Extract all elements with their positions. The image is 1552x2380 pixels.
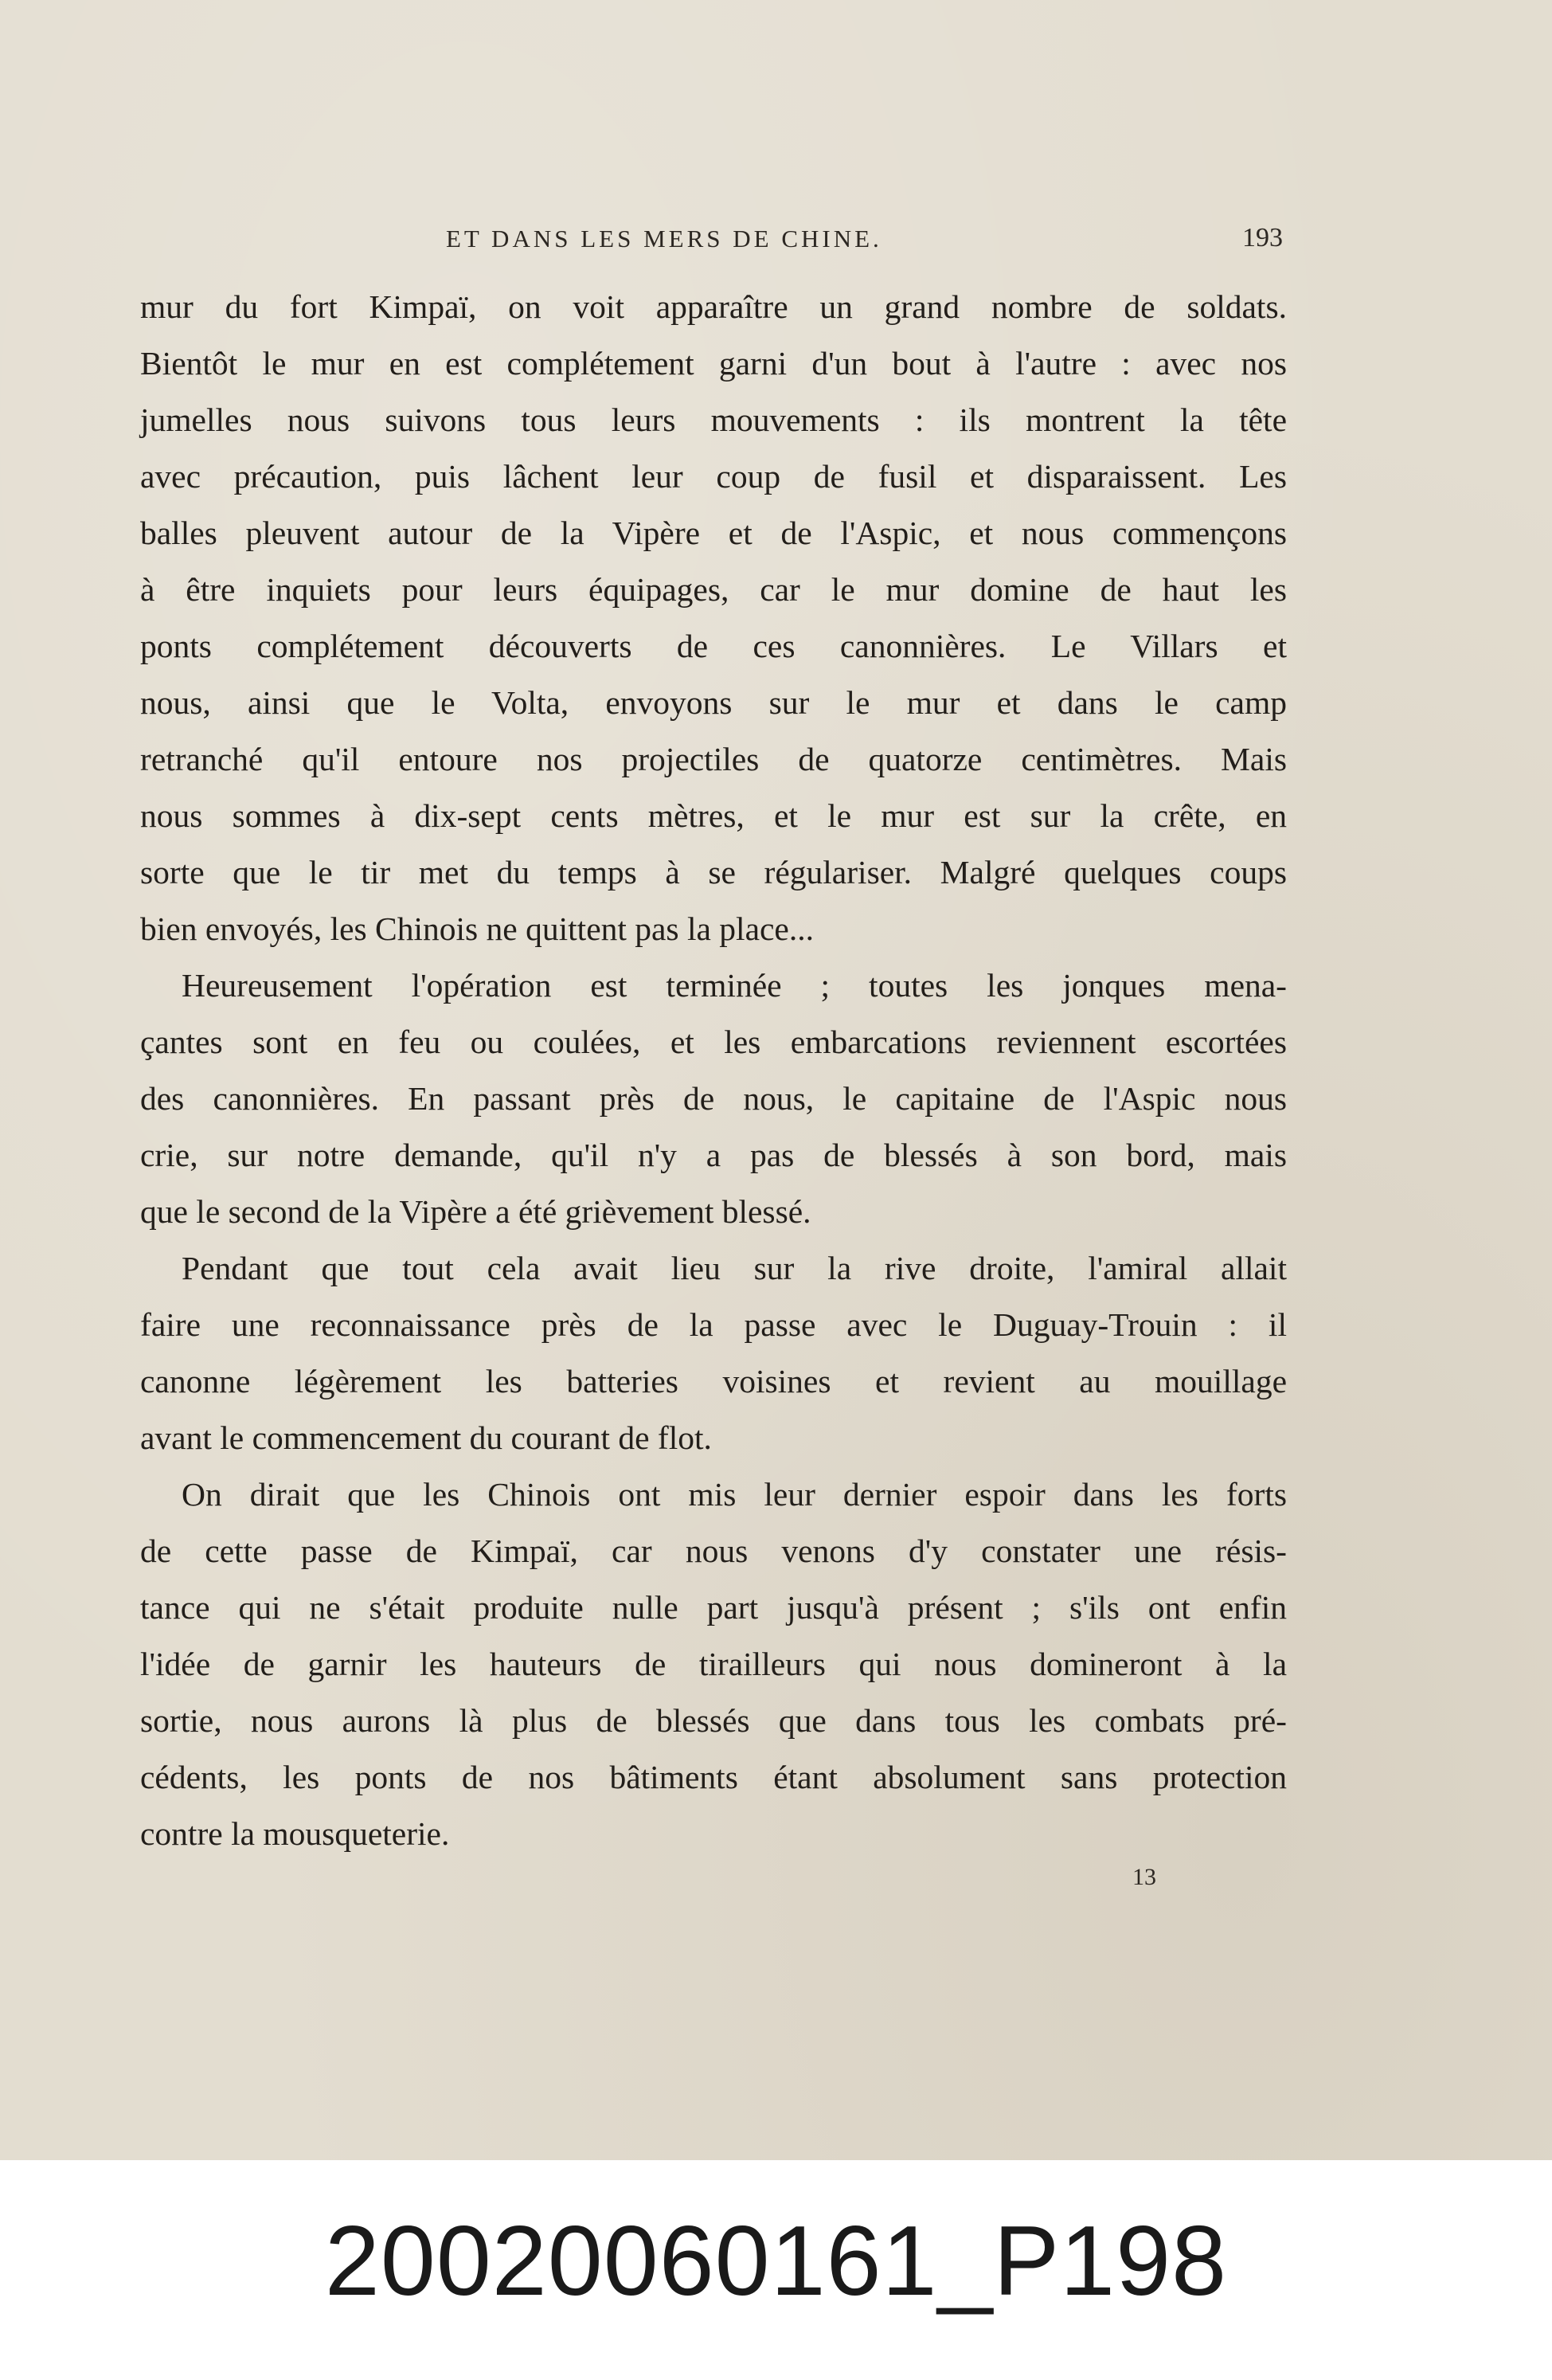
text-line: l'idée de garnir les hauteurs de tirailleurs qui nous domineront à la [140, 1646, 1287, 1682]
page-number: 193 [1242, 223, 1283, 252]
text-line: de cette passe de Kimpaï, car nous venons d'y constater une résis- [140, 1533, 1287, 1569]
paragraph [140, 1466, 1287, 1862]
text-line: On dirait que les Chinois ont mis leur dernier espoir dans les forts [182, 1476, 1287, 1513]
text-line: retranché qu'il entoure nos projectiles de quatorze centimètres. Mais [140, 741, 1287, 777]
text-line: avant le commencement du courant de flot. [140, 1419, 712, 1456]
text-line: avec précaution, puis lâchent leur coup de fusil et disparaissent. Les [140, 458, 1287, 495]
running-head: ET DANS LES MERS DE CHINE. [446, 225, 882, 252]
text-line: nous sommes à dix-sept cents mètres, et le mur est sur la crête, en [140, 797, 1287, 834]
text-line: faire une reconnaissance près de la passe avec le Duguay-Trouin : il [140, 1306, 1287, 1343]
body-text [140, 279, 1287, 1862]
text-line: contre la mousqueterie. [140, 1815, 450, 1852]
paragraph [140, 1240, 1287, 1466]
paragraph [140, 279, 1287, 957]
text-line: ponts complétement découverts de ces canonnières. Le Villars et [140, 628, 1287, 664]
text-line: jumelles nous suivons tous leurs mouvements : ils montrent la tête [140, 401, 1287, 438]
text-line: mur du fort Kimpaï, on voit apparaître un grand nombre de soldats. [140, 288, 1287, 325]
text-line: canonne légèrement les batteries voisines et revient au mouillage [140, 1363, 1287, 1399]
text-line: cédents, les ponts de nos bâtiments étant absolument sans protection [140, 1759, 1287, 1795]
text-line: que le second de la Vipère a été grièvement blessé. [140, 1193, 811, 1230]
text-line: des canonnières. En passant près de nous, le capitaine de l'Aspic nous [140, 1080, 1287, 1117]
text-line: nous, ainsi que le Volta, envoyons sur le mur et dans le camp [140, 684, 1287, 721]
text-line: balles pleuvent autour de la Vipère et de l'Aspic, et nous commençons [140, 515, 1287, 551]
paragraph [140, 957, 1287, 1240]
file-label: 20020060161_P198 [324, 2206, 1228, 2316]
text-line: sortie, nous aurons là plus de blessés que dans tous les combats pré- [140, 1702, 1287, 1739]
text-line: tance qui ne s'était produite nulle part jusqu'à présent ; s'ils ont enfin [140, 1589, 1287, 1626]
text-line: Heureusement l'opération est terminée ; toutes les jonques mena- [182, 967, 1287, 1004]
text-line: Bientôt le mur en est complétement garni d'un bout à l'autre : avec nos [140, 345, 1287, 382]
text-line: à être inquiets pour leurs équipages, car le mur domine de haut les [140, 571, 1287, 608]
signature-mark: 13 [1132, 1864, 1156, 1890]
text-line: crie, sur notre demande, qu'il n'y a pas de blessés à son bord, mais [140, 1137, 1287, 1173]
text-line: çantes sont en feu ou coulées, et les embarcations reviennent escortées [140, 1024, 1287, 1060]
text-line: bien envoyés, les Chinois ne quittent pas la place... [140, 910, 814, 947]
text-line: sorte que le tir met du temps à se régulariser. Malgré quelques coups [140, 854, 1287, 891]
text-line: Pendant que tout cela avait lieu sur la rive droite, l'amiral allait [182, 1250, 1287, 1286]
